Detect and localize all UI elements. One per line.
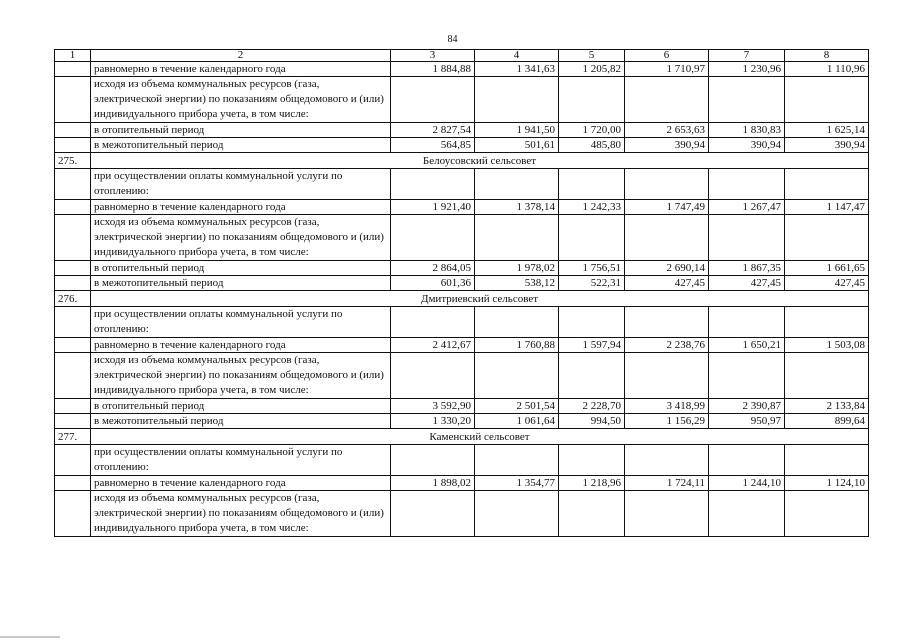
index-cell (55, 445, 91, 476)
table-row (55, 123, 869, 138)
value-cell: 2 690,14 (625, 261, 709, 276)
value-cell: 427,45 (709, 276, 785, 291)
value-cell: 390,94 (709, 138, 785, 153)
description-cell: в межотопительный период (91, 138, 391, 153)
column-number-cell: 8 (785, 50, 869, 62)
column-number-cell: 3 (391, 50, 475, 62)
value-cell: 2 228,70 (559, 399, 625, 414)
value-cell: 1 650,21 (709, 338, 785, 353)
value-cell: 1 830,83 (709, 123, 785, 138)
description-cell: при осуществлении оплаты коммунальной услуги по отоплению: (91, 307, 391, 338)
value-cell: 1 625,14 (785, 123, 869, 138)
index-cell (55, 307, 91, 338)
value-cell (785, 353, 869, 399)
index-cell (55, 123, 91, 138)
table-row (55, 169, 869, 200)
value-cell (559, 353, 625, 399)
table-row (55, 138, 869, 153)
value-cell: 1 124,10 (785, 476, 869, 491)
value-cell: 390,94 (625, 138, 709, 153)
index-cell (55, 261, 91, 276)
description-cell: в отопительный период (91, 399, 391, 414)
description-cell: равномерно в течение календарного года (91, 338, 391, 353)
value-cell: 2 412,67 (391, 338, 475, 353)
value-cell (559, 169, 625, 200)
tariff-table (54, 49, 869, 537)
district-name-cell: Дмитриевский сельсовет (91, 291, 869, 307)
table-row (55, 77, 869, 123)
value-cell: 2 238,76 (625, 338, 709, 353)
value-cell (559, 445, 625, 476)
index-cell (55, 77, 91, 123)
value-cell (475, 353, 559, 399)
value-cell: 1 378,14 (475, 200, 559, 215)
value-cell (475, 445, 559, 476)
description-cell: равномерно в течение календарного года (91, 200, 391, 215)
value-cell: 601,36 (391, 276, 475, 291)
value-cell (625, 445, 709, 476)
value-cell (625, 491, 709, 537)
description-cell: исходя из объема коммунальных ресурсов (газа, электрической энергии) по показаниям общедомового и (или) индивидуального прибора учета, в том числе: (91, 77, 391, 123)
value-cell: 2 390,87 (709, 399, 785, 414)
index-cell (55, 169, 91, 200)
value-cell: 538,12 (475, 276, 559, 291)
district-name-cell: Белоусовский сельсовет (91, 153, 869, 169)
value-cell (559, 491, 625, 537)
value-cell (391, 491, 475, 537)
value-cell: 1 330,20 (391, 414, 475, 429)
value-cell: 1 205,82 (559, 62, 625, 77)
value-cell: 1 147,47 (785, 200, 869, 215)
table-row (55, 476, 869, 491)
column-number-cell: 1 (55, 50, 91, 62)
table-row (55, 338, 869, 353)
value-cell (559, 215, 625, 261)
table-body (55, 50, 869, 537)
value-cell (785, 307, 869, 338)
value-cell: 1 867,35 (709, 261, 785, 276)
table-row (55, 276, 869, 291)
value-cell (559, 307, 625, 338)
value-cell: 1 661,65 (785, 261, 869, 276)
description-cell: в отопительный период (91, 123, 391, 138)
value-cell: 899,64 (785, 414, 869, 429)
value-cell: 1 110,96 (785, 62, 869, 77)
value-cell: 1 756,51 (559, 261, 625, 276)
value-cell (391, 445, 475, 476)
value-cell: 1 267,47 (709, 200, 785, 215)
table-row (55, 215, 869, 261)
value-cell: 3 418,99 (625, 399, 709, 414)
value-cell: 485,80 (559, 138, 625, 153)
description-cell: исходя из объема коммунальных ресурсов (газа, электрической энергии) по показаниям общедомового и (или) индивидуального прибора учета, в том числе: (91, 353, 391, 399)
value-cell (785, 491, 869, 537)
value-cell: 1 230,96 (709, 62, 785, 77)
table-row (55, 62, 869, 77)
value-cell: 1 720,00 (559, 123, 625, 138)
value-cell (559, 77, 625, 123)
column-number-cell: 4 (475, 50, 559, 62)
table-row (55, 414, 869, 429)
value-cell (625, 169, 709, 200)
value-cell: 1 710,97 (625, 62, 709, 77)
value-cell (625, 77, 709, 123)
value-cell: 1 760,88 (475, 338, 559, 353)
value-cell: 2 501,54 (475, 399, 559, 414)
value-cell (709, 353, 785, 399)
value-cell (785, 77, 869, 123)
value-cell (785, 445, 869, 476)
value-cell (391, 215, 475, 261)
value-cell: 2 864,05 (391, 261, 475, 276)
value-cell: 1 978,02 (475, 261, 559, 276)
value-cell: 1 898,02 (391, 476, 475, 491)
value-cell: 1 341,63 (475, 62, 559, 77)
value-cell (391, 77, 475, 123)
index-cell (55, 138, 91, 153)
value-cell (391, 307, 475, 338)
value-cell: 2 653,63 (625, 123, 709, 138)
column-number-cell: 2 (91, 50, 391, 62)
description-cell: в межотопительный период (91, 414, 391, 429)
district-row (55, 291, 869, 307)
description-cell: исходя из объема коммунальных ресурсов (газа, электрической энергии) по показаниям общедомового и (или) индивидуального прибора учета, в том числе: (91, 491, 391, 537)
index-cell (55, 338, 91, 353)
value-cell (709, 215, 785, 261)
value-cell (785, 215, 869, 261)
description-cell: исходя из объема коммунальных ресурсов (газа, электрической энергии) по показаниям общедомового и (или) индивидуального прибора учета, в том числе: (91, 215, 391, 261)
value-cell: 1 921,40 (391, 200, 475, 215)
value-cell (709, 169, 785, 200)
index-cell (55, 200, 91, 215)
description-cell: при осуществлении оплаты коммунальной услуги по отоплению: (91, 445, 391, 476)
value-cell: 1 747,49 (625, 200, 709, 215)
value-cell (625, 307, 709, 338)
table-row (55, 491, 869, 537)
value-cell: 2 133,84 (785, 399, 869, 414)
index-cell (55, 276, 91, 291)
value-cell: 1 354,77 (475, 476, 559, 491)
table-row (55, 200, 869, 215)
district-row (55, 153, 869, 169)
value-cell (391, 353, 475, 399)
value-cell: 1 242,33 (559, 200, 625, 215)
table-row (55, 261, 869, 276)
value-cell (475, 169, 559, 200)
value-cell: 427,45 (625, 276, 709, 291)
value-cell (391, 169, 475, 200)
value-cell: 390,94 (785, 138, 869, 153)
row-index-cell: 276. (55, 291, 91, 307)
value-cell: 1 941,50 (475, 123, 559, 138)
district-row (55, 429, 869, 445)
table-row (55, 307, 869, 338)
page-number: 84 (447, 34, 458, 45)
district-name-cell: Каменский сельсовет (91, 429, 869, 445)
column-number-cell: 6 (625, 50, 709, 62)
value-cell (709, 77, 785, 123)
value-cell: 1 244,10 (709, 476, 785, 491)
value-cell (475, 77, 559, 123)
value-cell: 501,61 (475, 138, 559, 153)
table-row (55, 399, 869, 414)
column-number-cell: 7 (709, 50, 785, 62)
value-cell: 994,50 (559, 414, 625, 429)
index-cell (55, 215, 91, 261)
value-cell (625, 353, 709, 399)
value-cell: 1 884,88 (391, 62, 475, 77)
value-cell: 522,31 (559, 276, 625, 291)
value-cell: 427,45 (785, 276, 869, 291)
index-cell (55, 414, 91, 429)
description-cell: равномерно в течение календарного года (91, 476, 391, 491)
value-cell (709, 491, 785, 537)
value-cell (709, 445, 785, 476)
value-cell: 950,97 (709, 414, 785, 429)
index-cell (55, 62, 91, 77)
value-cell: 2 827,54 (391, 123, 475, 138)
row-index-cell: 275. (55, 153, 91, 169)
table-row (55, 353, 869, 399)
index-cell (55, 399, 91, 414)
value-cell (625, 215, 709, 261)
description-cell: при осуществлении оплаты коммунальной услуги по отоплению: (91, 169, 391, 200)
description-cell: в межотопительный период (91, 276, 391, 291)
index-cell (55, 476, 91, 491)
value-cell: 1 724,11 (625, 476, 709, 491)
index-cell (55, 353, 91, 399)
index-cell (55, 491, 91, 537)
description-cell: равномерно в течение календарного года (91, 62, 391, 77)
description-cell: в отопительный период (91, 261, 391, 276)
scan-edge-mark (0, 636, 60, 638)
column-number-cell: 5 (559, 50, 625, 62)
value-cell (475, 491, 559, 537)
value-cell: 1 061,64 (475, 414, 559, 429)
value-cell: 1 156,29 (625, 414, 709, 429)
value-cell (709, 307, 785, 338)
table-row (55, 445, 869, 476)
value-cell (785, 169, 869, 200)
value-cell: 564,85 (391, 138, 475, 153)
value-cell: 3 592,90 (391, 399, 475, 414)
column-number-header-row (55, 50, 869, 62)
value-cell: 1 503,08 (785, 338, 869, 353)
value-cell: 1 218,96 (559, 476, 625, 491)
row-index-cell: 277. (55, 429, 91, 445)
value-cell (475, 215, 559, 261)
value-cell: 1 597,94 (559, 338, 625, 353)
value-cell (475, 307, 559, 338)
